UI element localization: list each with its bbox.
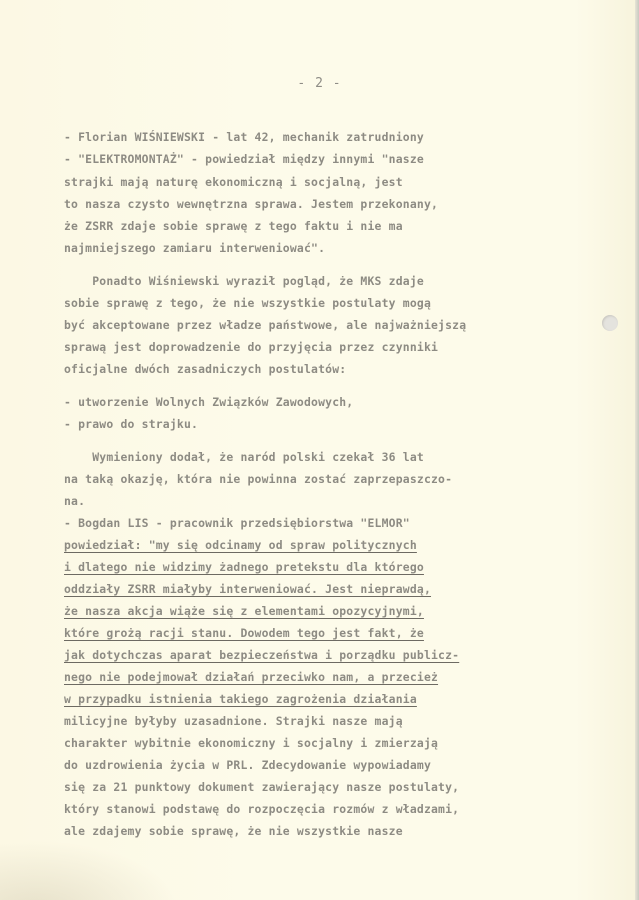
text-line: się za 21 punktowy dokument zawierający nasze postulaty, xyxy=(64,780,460,794)
page-number: - 2 - xyxy=(297,76,342,91)
text-line: ale zdajemy sobie sprawę, że nie wszystkie nasze xyxy=(64,824,403,838)
underlined-line: w przypadku istnienia takiego zagrożenia działania xyxy=(64,692,417,706)
text-line: - Bogdan LIS - pracownik przedsiębiorstwa "ELMOR" xyxy=(64,516,410,530)
text-line: oficjalne dwóch zasadniczych postulatów: xyxy=(64,362,347,376)
page-edge xyxy=(635,0,639,900)
text-line: charakter wybitnie ekonomiczny i socjalny i zmierzają xyxy=(64,736,439,750)
underlined-line: i dlatego nie widzimy żadnego pretekstu dla którego xyxy=(64,560,424,574)
text-line: na taką okazję, która nie powinna zostać zaprzepaszczo- xyxy=(64,472,453,486)
paper-shadow xyxy=(0,840,180,900)
text-line: milicyjne byłyby uzasadnione. Strajki nasze mają xyxy=(64,714,403,728)
text-line: że ZSRR zdaje sobie sprawę z tego faktu i nie ma xyxy=(64,219,403,233)
text-line: sobie sprawę z tego, że nie wszystkie postulaty mogą xyxy=(64,296,432,310)
text-line: najmniejszego zamiaru interweniować". xyxy=(64,241,326,255)
text-line: który stanowi podstawę do rozpoczęcia rozmów z władzami, xyxy=(64,802,460,816)
text-line: sprawą jest doprowadzenie do przyjęcia przez czynniki xyxy=(64,340,439,354)
underlined-line: jak dotychczas aparat bezpieczeństwa i porządku publicz- xyxy=(64,648,460,662)
text-line: - "ELEKTROMONTAŻ" - powiedział między innymi "nasze xyxy=(64,152,424,166)
text-line: - Florian WIŚNIEWSKI - lat 42, mechanik zatrudniony xyxy=(64,130,424,144)
underlined-line: oddziały ZSRR miałyby interweniować. Jest nieprawdą, xyxy=(64,582,432,596)
list-item: - prawo do strajku. xyxy=(64,417,199,431)
text-line: do uzdrowienia życia w PRL. Zdecydowanie wypowiadamy xyxy=(64,758,432,772)
underlined-line: nego nie podejmował działań przeciwko nam, a przecież xyxy=(64,670,439,684)
punch-hole xyxy=(602,315,618,331)
text-line: na. xyxy=(64,494,86,508)
text-line: strajki mają naturę ekonomiczną i socjalną, jest xyxy=(64,175,403,189)
list-item: - utworzenie Wolnych Związków Zawodowych, xyxy=(64,395,354,409)
underlined-line: które grożą racji stanu. Dowodem tego jest fakt, że xyxy=(64,626,424,640)
underlined-line: że nasza akcja wiąże się z elementami opozycyjnymi, xyxy=(64,604,424,618)
underlined-line: powiedział: "my się odcinamy od spraw politycznych xyxy=(64,538,417,552)
text-line: być akceptowane przez władze państwowe, ale najważniejszą xyxy=(64,318,467,332)
text-line: Ponadto Wiśniewski wyraził pogląd, że MKS zdaje xyxy=(64,274,424,288)
text-line: to nasza czysto wewnętrzna sprawa. Jestem przekonany, xyxy=(64,197,439,211)
text-line: Wymieniony dodał, że naród polski czekał 36 lat xyxy=(64,450,424,464)
